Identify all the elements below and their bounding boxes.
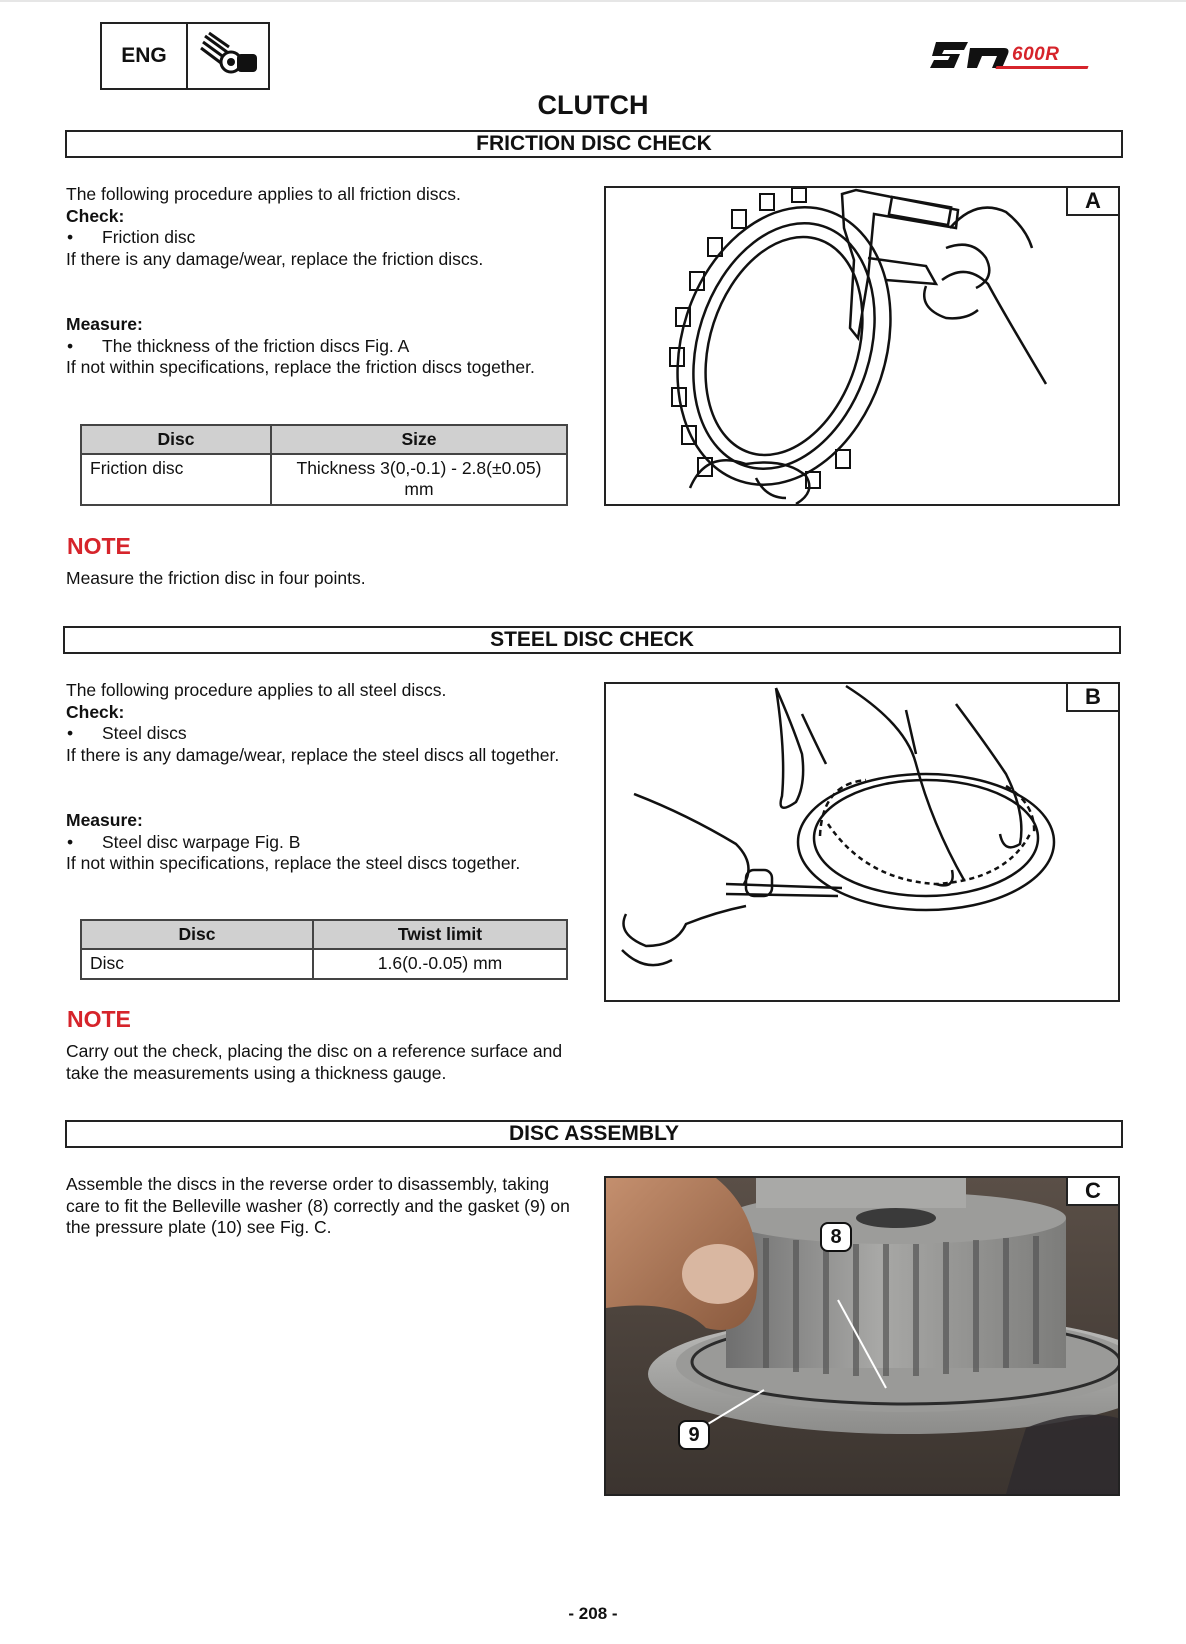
figure-c bbox=[604, 1176, 1120, 1496]
steel-measure bbox=[66, 810, 626, 875]
assembly-text: Assemble the discs in the reverse order to disassembly, taking care to fit the Belleville washer (8) correctly and the gasket (9) on the pressure plate (10) see Fig. C. bbox=[66, 1174, 570, 1237]
table-header-cell: Disc bbox=[81, 425, 271, 454]
table-header-row bbox=[81, 425, 567, 454]
language-badge bbox=[100, 22, 270, 90]
table-header-cell: Size bbox=[271, 425, 567, 454]
figure-a-label: A bbox=[1066, 188, 1118, 216]
table-header-cell: Disc bbox=[81, 920, 313, 949]
table-cell: Disc bbox=[81, 949, 313, 979]
friction-note-text: Measure the friction disc in four points. bbox=[66, 568, 366, 588]
table-header-row bbox=[81, 920, 567, 949]
friction-measure-note: If not within specifications, replace the friction discs together. bbox=[66, 357, 535, 377]
steel-text bbox=[66, 680, 626, 766]
steel-note-text: Carry out the check, placing the disc on a reference surface and take the measurements using a thickness gauge. bbox=[66, 1041, 563, 1083]
friction-measure-item-text: The thickness of the friction discs Fig. A bbox=[102, 335, 410, 356]
steel-check-item-text: Steel discs bbox=[102, 723, 187, 743]
brand-logo bbox=[930, 40, 1090, 76]
steel-measure-label: Measure: bbox=[66, 810, 143, 830]
steel-measure-note: If not within specifications, replace the steel discs together. bbox=[66, 853, 521, 873]
steel-spec-table bbox=[80, 919, 568, 980]
steel-disc-feeler-gauge-illustration bbox=[606, 684, 1118, 1000]
callout-8: 8 bbox=[820, 1222, 852, 1252]
steel-measure-item: • Steel disc warpage Fig. B bbox=[67, 831, 301, 852]
top-rule bbox=[0, 0, 1186, 2]
friction-disc-caliper-illustration bbox=[606, 188, 1118, 504]
friction-check-label: Check: bbox=[66, 205, 125, 226]
table-cell: Friction disc bbox=[81, 454, 271, 505]
brand-underline bbox=[995, 66, 1088, 69]
page-title: CLUTCH bbox=[537, 90, 649, 120]
steel-check-item: • Steel discs bbox=[67, 723, 187, 743]
brand-model-text: 600R bbox=[1012, 44, 1060, 65]
friction-check-item: • Friction disc bbox=[67, 227, 196, 247]
table-header-cell: Twist limit bbox=[313, 920, 567, 949]
friction-measure bbox=[66, 314, 626, 379]
section-header-friction: FRICTION DISC CHECK bbox=[65, 130, 1123, 158]
friction-check-item-text: Friction disc bbox=[102, 227, 196, 247]
section-header-assembly: DISC ASSEMBLY bbox=[65, 1120, 1123, 1148]
friction-spec-table bbox=[80, 424, 568, 506]
friction-measure-label: Measure: bbox=[66, 314, 143, 334]
figure-b-label: B bbox=[1066, 684, 1118, 712]
language-label: ENG bbox=[102, 24, 188, 88]
table-cell: Thickness 3(0,-0.1) - 2.8(±0.05) mm bbox=[271, 454, 567, 505]
steel-note-title: NOTE bbox=[67, 1006, 131, 1032]
section-header-steel: STEEL DISC CHECK bbox=[63, 626, 1121, 654]
table-row bbox=[81, 454, 567, 505]
friction-note-title: NOTE bbox=[67, 533, 131, 559]
friction-check-note: If there is any damage/wear, replace the friction discs. bbox=[66, 248, 484, 269]
engine-icon bbox=[188, 24, 268, 88]
friction-measure-item: • The thickness of the friction discs Fig. A bbox=[67, 335, 410, 356]
friction-text bbox=[66, 184, 606, 270]
steel-check-label: Check: bbox=[66, 701, 125, 722]
figure-a bbox=[604, 186, 1120, 506]
steel-check-note: If there is any damage/wear, replace the steel discs all together. bbox=[66, 744, 560, 765]
page-number: - 208 - bbox=[568, 1604, 618, 1623]
steel-intro: The following procedure applies to all steel discs. bbox=[66, 680, 447, 700]
table-cell: 1.6(0.-0.05) mm bbox=[313, 949, 567, 979]
table-row bbox=[81, 949, 567, 979]
figure-b bbox=[604, 682, 1120, 1002]
figure-c-label: C bbox=[1066, 1178, 1118, 1206]
callout-9: 9 bbox=[678, 1420, 710, 1450]
friction-intro: The following procedure applies to all friction discs. bbox=[66, 184, 461, 204]
steel-measure-item-text: Steel disc warpage Fig. B bbox=[102, 831, 301, 852]
